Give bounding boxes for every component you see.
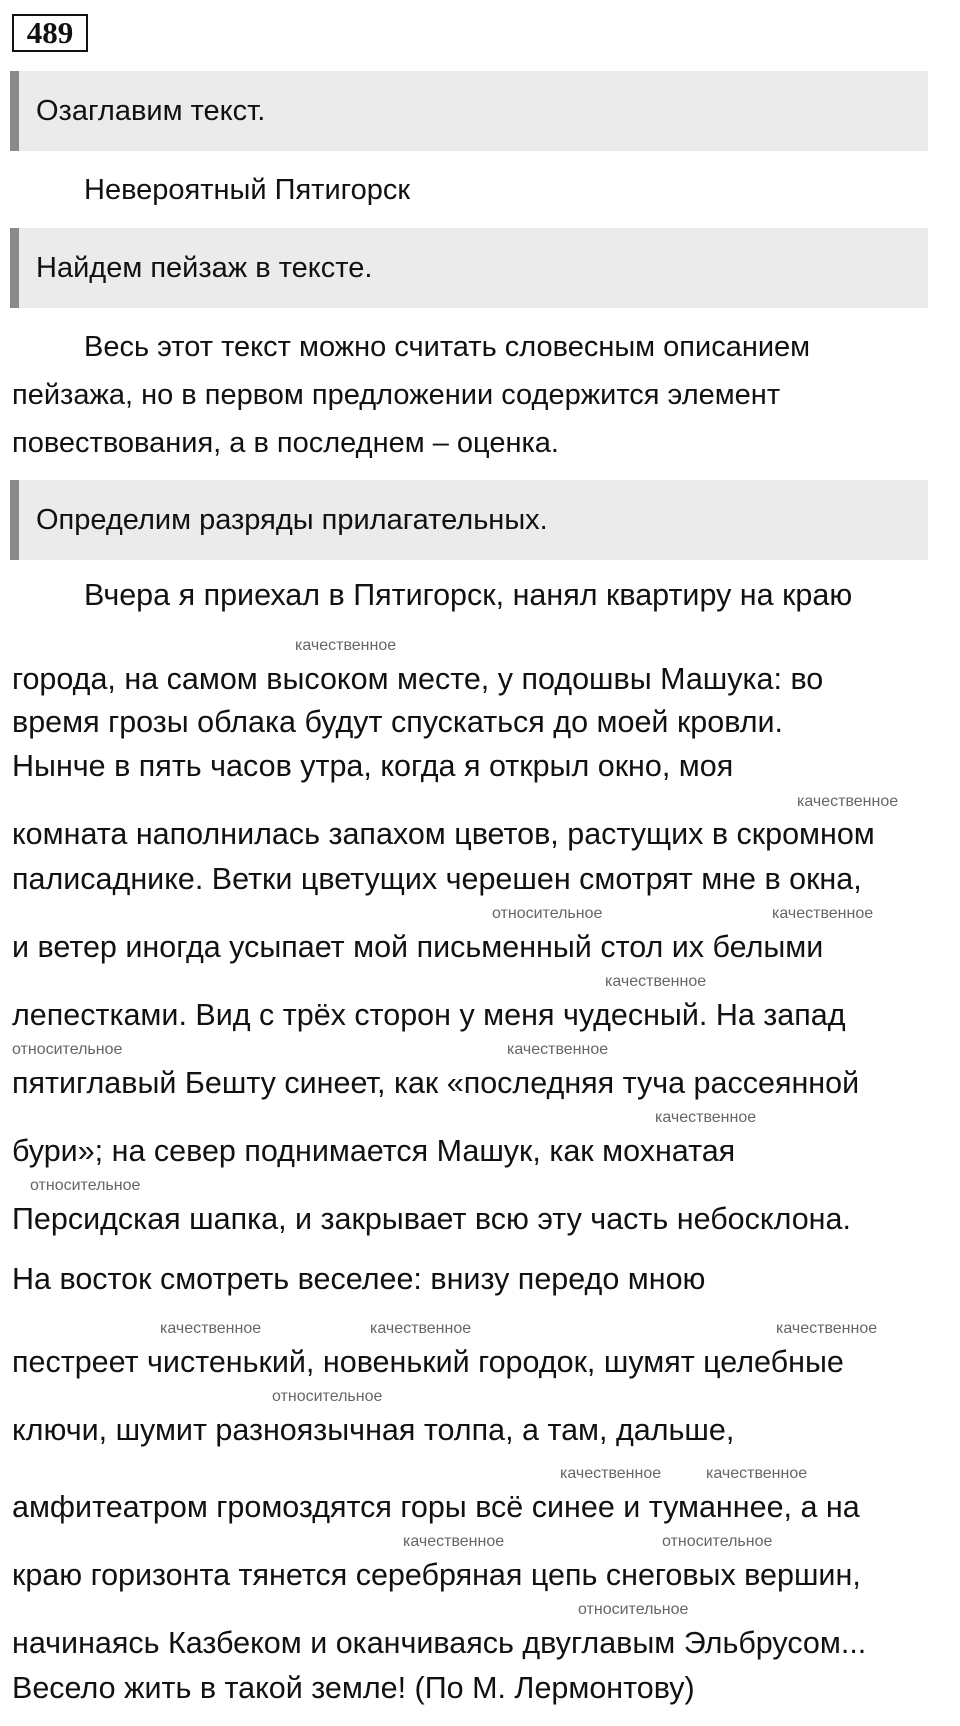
adjective-category-label: качественное (370, 1320, 472, 1337)
text-line: Вчера я приехал в Пятигорск, нанял квартиру на краю (84, 578, 853, 612)
text-line: бури»; на север поднимается Машук, как мохнатая (12, 1134, 736, 1168)
adjective-category-label: относительное (492, 905, 603, 922)
task-heading-title: Озаглавим текст. (10, 71, 928, 151)
adjective-category-label: качественное (772, 905, 874, 922)
text-line: палисаднике. Ветки цветущих черешен смотрят мне в окна, (12, 862, 862, 896)
text-line: амфитеатром громоздятся горы всё синее и туманнее, а на (12, 1490, 860, 1524)
text-line: На восток смотреть веселее: внизу передо мною (12, 1262, 706, 1296)
task-heading-landscape: Найдем пейзаж в тексте. (10, 228, 928, 308)
adjective-category-label: качественное (403, 1533, 505, 1550)
text-line: города, на самом высоком месте, у подошвы Машука: во (12, 662, 824, 696)
adjective-category-label: качественное (776, 1320, 878, 1337)
text-line: начинаясь Казбеком и оканчиваясь двуглавым Эльбрусом... (12, 1626, 867, 1660)
text-line: время грозы облака будут спускаться до моей кровли. (12, 705, 784, 739)
landscape-answer-line: повествования, а в последнем – оценка. (12, 427, 559, 459)
text-line: Нынче в пять часов утра, когда я открыл окно, моя (12, 749, 734, 783)
adjective-category-label: относительное (272, 1388, 383, 1405)
text-line: краю горизонта тянется серебряная цепь снеговых вершин, (12, 1558, 861, 1592)
adjective-category-label: качественное (560, 1465, 662, 1482)
adjective-category-label: относительное (662, 1533, 773, 1550)
adjective-category-label: качественное (797, 793, 899, 810)
adjective-category-label: качественное (160, 1320, 262, 1337)
text-line: ключи, шумит разноязычная толпа, а там, дальше, (12, 1413, 735, 1447)
adjective-category-label: качественное (706, 1465, 808, 1482)
text-line: лепестками. Вид с трёх сторон у меня чудесный. На запад (12, 998, 846, 1032)
text-line: пятиглавый Бешту синеет, как «последняя туча рассеянной (12, 1066, 860, 1100)
adjective-category-label: относительное (30, 1177, 141, 1194)
text-line: Весело жить в такой земле! (По М. Лермонтову) (12, 1671, 695, 1705)
adjective-category-label: качественное (507, 1041, 609, 1058)
text-line: Персидская шапка, и закрывает всю эту часть небосклона. (12, 1202, 851, 1236)
landscape-answer-line: Весь этот текст можно считать словесным описанием (84, 331, 811, 363)
adjective-category-label: качественное (295, 637, 397, 654)
task-number-badge: 489 (12, 14, 88, 52)
adjective-category-label: качественное (605, 973, 707, 990)
adjective-category-label: качественное (655, 1109, 757, 1126)
text-line: и ветер иногда усыпает мой письменный стол их белыми (12, 930, 824, 964)
adjective-category-label: относительное (12, 1041, 123, 1058)
title-answer: Невероятный Пятигорск (84, 174, 411, 206)
text-line: пестреет чистенький, новенький городок, шумят целебные (12, 1345, 844, 1379)
landscape-answer-line: пейзажа, но в первом предложении содержится элемент (12, 379, 781, 411)
adjective-category-label: относительное (578, 1601, 689, 1618)
task-heading-adjectives: Определим разряды прилагательных. (10, 480, 928, 560)
text-line: комната наполнилась запахом цветов, растущих в скромном (12, 817, 875, 851)
